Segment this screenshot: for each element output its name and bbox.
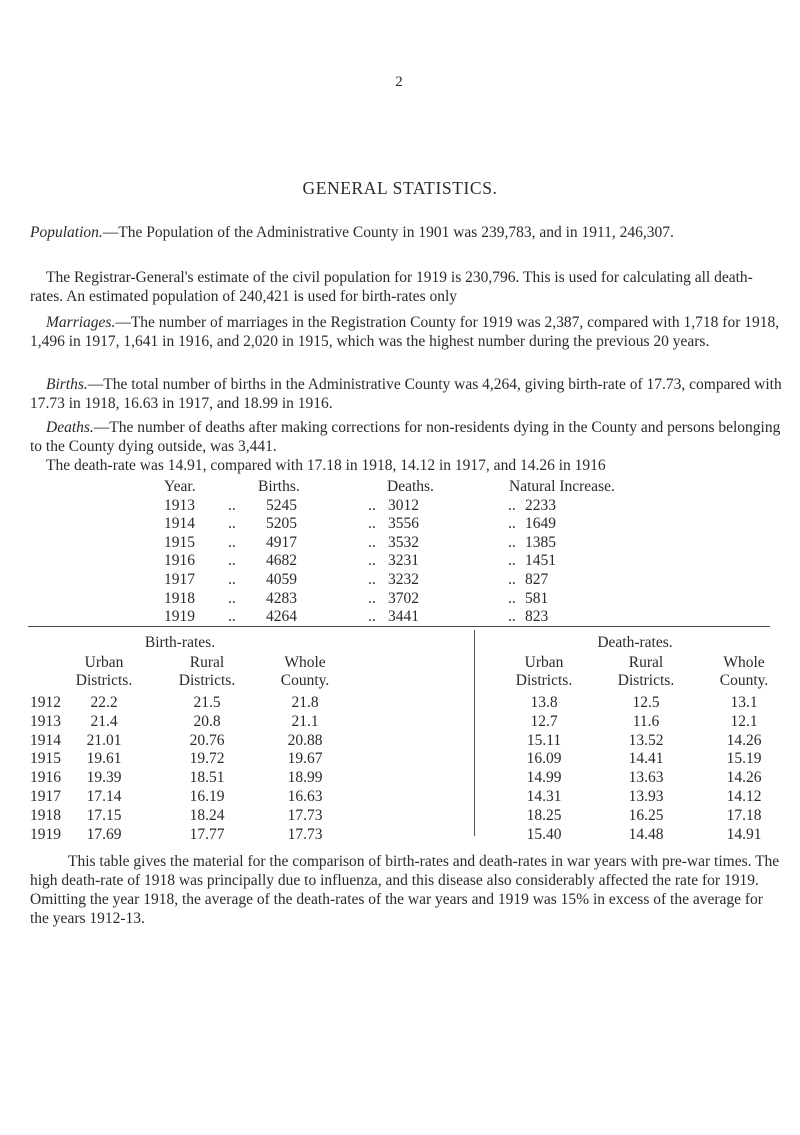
birth-rate-urban: 19.61 bbox=[86, 750, 122, 768]
deaths-text: —The number of deaths after making corrections for non-residents dying in the County and persons belonging to the County dying outside, was 3,441. bbox=[30, 419, 781, 455]
registrar-paragraph: The Registrar-General's estimate of the civil population for 1919 is 230,796. This is used for calculating all death-rates. An estimated population of 240,421 is used for birth-rates only bbox=[30, 269, 753, 305]
death-rate-urban: 16.09 bbox=[526, 750, 562, 768]
deathrate-paragraph: The death-rate was 14.91, compared with 17.18 in 1918, 14.12 in 1917, and 14.26 in 1916 bbox=[46, 457, 606, 474]
col-birth-rural-line2: Districts. bbox=[178, 672, 236, 689]
death-rate-rural: 14.48 bbox=[628, 825, 664, 843]
summary-year: 1917 bbox=[164, 570, 195, 588]
summary-header-deaths: Deaths. bbox=[387, 478, 434, 495]
death-rate-urban: 14.31 bbox=[526, 788, 562, 805]
summary-deaths: 3532 bbox=[388, 533, 419, 551]
death-rate-rural: 14.41 bbox=[628, 750, 664, 768]
population-text: —The Population of the Administrative County in 1901 was 239,783, and in 1911, 246,307. bbox=[102, 224, 674, 241]
leader-dots: .. bbox=[228, 496, 236, 514]
death-rate-whole: 14.26 bbox=[726, 731, 762, 749]
rate-year: 1914 bbox=[30, 731, 61, 749]
death-rate-urban: 15.40 bbox=[526, 825, 562, 843]
summary-deaths: 3556 bbox=[388, 515, 419, 533]
birth-rate-whole: 17.73 bbox=[287, 825, 323, 843]
leader-dots: .. bbox=[508, 496, 516, 514]
summary-natural-increase: 1649 bbox=[525, 515, 556, 533]
col-death-urban-line2: Districts. bbox=[515, 672, 573, 689]
summary-natural-increase: 1451 bbox=[525, 552, 556, 570]
leader-dots: .. bbox=[368, 515, 376, 533]
birth-rate-rural: 19.72 bbox=[189, 750, 225, 768]
birth-rate-rural: 17.77 bbox=[189, 825, 225, 843]
death-rate-whole: 14.26 bbox=[726, 769, 762, 787]
leader-dots: .. bbox=[508, 608, 516, 626]
leader-dots: .. bbox=[228, 515, 236, 533]
leader-dots: .. bbox=[228, 589, 236, 607]
leader-dots: .. bbox=[508, 570, 516, 588]
population-paragraph bbox=[30, 223, 782, 242]
summary-year: 1918 bbox=[164, 589, 195, 607]
summary-births: 4264 bbox=[266, 608, 297, 626]
birth-rate-urban: 17.15 bbox=[86, 806, 122, 824]
summary-births: 5245 bbox=[266, 496, 297, 514]
rate-year: 1919 bbox=[30, 825, 61, 843]
summary-header-natural-increase: Natural Increase. bbox=[509, 478, 615, 495]
leader-dots: .. bbox=[228, 552, 236, 570]
summary-year: 1914 bbox=[164, 515, 195, 533]
births-text: —The total number of births in the Administrative County was 4,264, giving birth-rate of 17.73, compared with 17.73 in 1918, 16.63 in 1917, and 18.99 in 1916. bbox=[30, 376, 782, 412]
leader-dots: .. bbox=[368, 496, 376, 514]
leader-dots: .. bbox=[368, 533, 376, 551]
summary-natural-increase: 2233 bbox=[525, 496, 556, 514]
col-birth-whole-line2: County. bbox=[280, 672, 330, 689]
page-number: 2 bbox=[395, 74, 403, 90]
death-rate-urban: 13.8 bbox=[530, 694, 558, 711]
death-rate-whole: 15.19 bbox=[726, 750, 762, 768]
table-divider bbox=[474, 630, 475, 836]
birth-rate-whole: 20.88 bbox=[287, 731, 323, 749]
leader-dots: .. bbox=[368, 570, 376, 588]
population-label: Population. bbox=[30, 224, 103, 241]
table-top-rule bbox=[28, 626, 770, 627]
col-birth-urban-line2: Districts. bbox=[75, 672, 133, 689]
rate-year: 1918 bbox=[30, 806, 61, 824]
birth-rate-rural: 20.76 bbox=[189, 731, 225, 749]
summary-year: 1913 bbox=[164, 496, 195, 514]
birth-rates-group-heading: Birth-rates. bbox=[144, 634, 216, 651]
summary-natural-increase: 823 bbox=[525, 608, 549, 626]
birth-rate-whole: 18.99 bbox=[287, 769, 323, 787]
birth-rate-urban: 17.14 bbox=[86, 788, 122, 805]
leader-dots: .. bbox=[508, 552, 516, 570]
death-rate-rural: 13.52 bbox=[628, 731, 664, 749]
col-death-urban-line1: Urban bbox=[524, 654, 564, 671]
summary-deaths: 3231 bbox=[388, 552, 419, 570]
birth-rate-urban: 21.01 bbox=[86, 731, 122, 749]
col-birth-urban-line1: Urban bbox=[84, 654, 124, 671]
col-death-rural-line1: Rural bbox=[628, 654, 664, 671]
summary-natural-increase: 581 bbox=[525, 589, 549, 607]
birth-rate-whole: 17.73 bbox=[287, 806, 323, 824]
summary-births: 4059 bbox=[266, 570, 297, 588]
birth-rate-rural: 18.24 bbox=[189, 806, 225, 824]
summary-header-year: Year. bbox=[164, 478, 196, 495]
rate-year: 1912 bbox=[30, 694, 61, 711]
death-rate-urban: 18.25 bbox=[526, 806, 562, 824]
rate-year: 1916 bbox=[30, 769, 61, 787]
closing-paragraph: This table gives the material for the comparison of birth-rates and death-rates in war years with pre-war times. The high death-rate of 1918 was principally due to influenza, and this disease also considerably affected the rate for 1919. Omitting the year 1918, the average of the death-rates of the war years and 1919 was 15% in excess of the average for the years 1912-13. bbox=[30, 853, 780, 927]
death-rate-rural: 13.93 bbox=[628, 788, 664, 805]
summary-births: 4917 bbox=[266, 533, 297, 551]
leader-dots: .. bbox=[228, 570, 236, 588]
summary-year: 1916 bbox=[164, 552, 195, 570]
death-rate-whole: 12.1 bbox=[730, 712, 758, 730]
death-rate-whole: 14.12 bbox=[726, 788, 762, 805]
leader-dots: .. bbox=[508, 533, 516, 551]
birth-rate-urban: 22.2 bbox=[90, 694, 118, 711]
summary-header-births: Births. bbox=[258, 478, 300, 495]
leader-dots: .. bbox=[508, 589, 516, 607]
death-rate-urban: 15.11 bbox=[526, 731, 562, 749]
marriages-paragraph bbox=[30, 313, 782, 351]
summary-natural-increase: 1385 bbox=[525, 533, 556, 551]
birth-rate-whole: 21.1 bbox=[291, 712, 319, 730]
birth-rate-urban: 21.4 bbox=[90, 712, 118, 730]
birth-rate-whole: 19.67 bbox=[287, 750, 323, 768]
rate-year: 1915 bbox=[30, 750, 61, 768]
col-death-whole-line1: Whole bbox=[723, 654, 765, 671]
col-birth-whole-line1: Whole bbox=[284, 654, 326, 671]
summary-births: 5205 bbox=[266, 515, 297, 533]
death-rate-rural: 13.63 bbox=[628, 769, 664, 787]
death-rate-rural: 16.25 bbox=[628, 806, 664, 824]
leader-dots: .. bbox=[368, 552, 376, 570]
marriages-text: —The number of marriages in the Registration County for 1919 was 2,387, compared with 1,718 for 1918, 1,496 in 1917, 1,641 in 1916, and 2,020 in 1915, which was the highest number during the previous 20 years. bbox=[30, 314, 780, 350]
births-label: Births. bbox=[46, 376, 88, 393]
col-death-rural-line2: Districts. bbox=[617, 672, 675, 689]
death-rate-whole: 13.1 bbox=[730, 694, 758, 711]
death-rate-rural: 11.6 bbox=[632, 712, 660, 730]
death-rate-whole: 17.18 bbox=[726, 806, 762, 824]
summary-deaths: 3441 bbox=[388, 608, 419, 626]
summary-deaths: 3702 bbox=[388, 589, 419, 607]
summary-births: 4682 bbox=[266, 552, 297, 570]
col-death-whole-line2: County. bbox=[719, 672, 769, 689]
death-rates-group-heading: Death-rates. bbox=[597, 634, 673, 651]
leader-dots: .. bbox=[228, 533, 236, 551]
birth-rate-rural: 20.8 bbox=[193, 712, 221, 730]
deaths-label: Deaths. bbox=[46, 419, 94, 436]
birth-rate-rural: 16.19 bbox=[189, 788, 225, 805]
death-rate-whole: 14.91 bbox=[726, 825, 762, 843]
death-rate-rural: 12.5 bbox=[632, 694, 660, 711]
leader-dots: .. bbox=[368, 608, 376, 626]
summary-year: 1919 bbox=[164, 608, 195, 626]
birth-rate-rural: 21.5 bbox=[193, 694, 221, 711]
summary-year: 1915 bbox=[164, 533, 195, 551]
rate-year: 1913 bbox=[30, 712, 61, 730]
death-rate-urban: 12.7 bbox=[530, 712, 558, 730]
summary-deaths: 3012 bbox=[388, 496, 419, 514]
col-birth-rural-line1: Rural bbox=[189, 654, 225, 671]
summary-births: 4283 bbox=[266, 589, 297, 607]
summary-natural-increase: 827 bbox=[525, 570, 549, 588]
birth-rate-urban: 17.69 bbox=[86, 825, 122, 843]
birth-rate-urban: 19.39 bbox=[86, 769, 122, 787]
rate-year: 1917 bbox=[30, 788, 61, 805]
leader-dots: .. bbox=[228, 608, 236, 626]
death-rate-urban: 14.99 bbox=[526, 769, 562, 787]
summary-deaths: 3232 bbox=[388, 570, 419, 588]
birth-rate-rural: 18.51 bbox=[189, 769, 225, 787]
leader-dots: .. bbox=[368, 589, 376, 607]
birth-rate-whole: 16.63 bbox=[287, 788, 323, 805]
birth-rate-whole: 21.8 bbox=[291, 694, 319, 711]
marriages-label: Marriages. bbox=[46, 314, 116, 331]
deaths-paragraph bbox=[30, 418, 782, 456]
births-paragraph bbox=[30, 375, 782, 413]
leader-dots: .. bbox=[508, 515, 516, 533]
page-title: GENERAL STATISTICS. bbox=[302, 178, 498, 198]
